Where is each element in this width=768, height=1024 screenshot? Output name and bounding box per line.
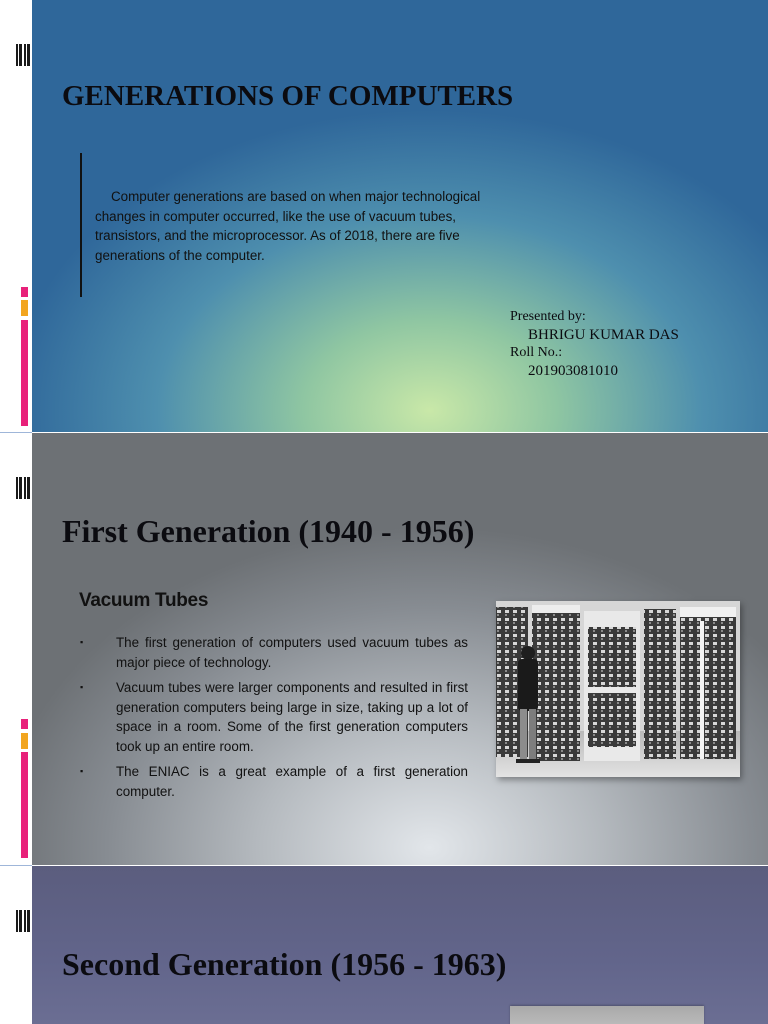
slide-3 bbox=[32, 866, 768, 1024]
accent-mark-orange bbox=[21, 733, 28, 749]
eniac-photo bbox=[496, 601, 740, 777]
slide-1 bbox=[32, 0, 768, 432]
roll-label: Roll No.: bbox=[510, 345, 563, 360]
slide-title: Second Generation (1956 - 1963) bbox=[62, 946, 507, 982]
presenter-block bbox=[510, 308, 679, 380]
bullet-icon: ▪ bbox=[80, 637, 84, 647]
list-item bbox=[80, 678, 468, 756]
bullet-text: Vacuum tubes were larger components and resulted in first generation computers being large in size, taking up a lot of space in a room. Some of the first generation computers took up an entire room. bbox=[116, 680, 468, 754]
section-heading: Vacuum Tubes bbox=[79, 590, 209, 611]
slide-title: First Generation (1940 - 1956) bbox=[62, 513, 475, 549]
slide-title: GENERATIONS OF COMPUTERS bbox=[62, 80, 514, 112]
bullet-text: The first generation of computers used vacuum tubes as major piece of technology. bbox=[116, 635, 468, 670]
left-gutter bbox=[0, 0, 32, 1024]
bullet-text: The ENIAC is a great example of a first generation computer. bbox=[116, 764, 468, 799]
bullet-icon: ▪ bbox=[80, 682, 84, 692]
bullet-icon: ▪ bbox=[80, 766, 84, 776]
slide-2 bbox=[32, 433, 768, 865]
list-item bbox=[80, 762, 468, 801]
accent-bar-pink bbox=[21, 752, 28, 858]
quote-bar bbox=[80, 153, 82, 297]
slide-image bbox=[510, 1006, 704, 1024]
presenter-name: BHRIGU KUMAR DAS bbox=[528, 327, 679, 343]
accent-bar-pink bbox=[21, 320, 28, 426]
barcode-icon bbox=[16, 44, 31, 66]
bullet-list bbox=[80, 633, 468, 807]
eniac-illustration bbox=[496, 601, 740, 777]
accent-mark-pink bbox=[21, 287, 28, 297]
page-separator bbox=[0, 865, 32, 866]
list-item bbox=[80, 633, 468, 672]
page-separator bbox=[0, 432, 32, 433]
accent-mark-pink bbox=[21, 719, 28, 729]
barcode-icon bbox=[16, 910, 31, 932]
roll-number: 201903081010 bbox=[528, 363, 618, 379]
barcode-icon bbox=[16, 477, 31, 499]
presented-by-label: Presented by: bbox=[510, 309, 586, 324]
accent-mark-orange bbox=[21, 300, 28, 316]
intro-paragraph: Computer generations are based on when major technological changes in computer occurred, like the use of vacuum tubes, transistors, and the microprocessor. As of 2018, there are five generations of the computer. bbox=[95, 189, 481, 263]
